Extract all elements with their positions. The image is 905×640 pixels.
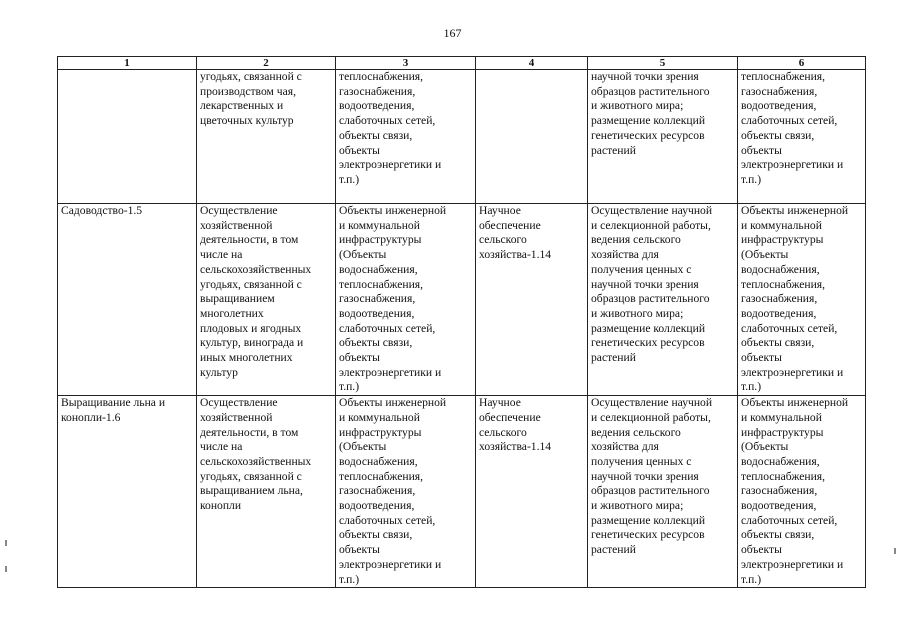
cell-land-use-type [58,204,197,396]
table-row [58,396,866,588]
table-row [58,70,866,204]
cell-text: Научное обеспечение сельского хозяйства-1.14 [479,396,552,454]
cell-auxiliary-use [738,204,866,396]
cell-permitted-use [336,70,476,204]
cell-text: Объекты инженерной и коммунальной инфраструктуры (Объекты водоснабжения, теплоснабжения, газоснабжения, водоотведения, слаботочных сетей, объекты связи, объекты электроэнергетики и т.п.) [339,396,447,586]
cell-text: Объекты инженерной и коммунальной инфраструктуры (Объекты водоснабжения, теплоснабжения, газоснабжения, водоотведения, слаботочных сетей, объекты связи, объекты электроэнергетики и т.п.) [741,396,849,586]
cell-auxiliary-use [738,70,866,204]
cell-description [197,70,336,204]
cell-text: Выращивание льна и конопли-1.6 [61,396,166,424]
column-header-2: 2 [197,57,336,70]
cell-text: угодьях, связанной с производством чая, лекарственных и цветочных культур [200,70,302,128]
header-row [58,57,866,70]
cell-text: Осуществление научной и селекционной работы, ведения сельского хозяйства для получения ценных с научной точки зрения образцов растительного и животного мира; размещение коллекций генетических ресурсов растений [591,204,713,365]
cell-conditional-description [588,204,738,396]
column-header-4: 4 [476,57,588,70]
cell-conditional-description [588,70,738,204]
cell-permitted-use [336,204,476,396]
cell-text: Осуществление научной и селекционной работы, ведения сельского хозяйства для получения ценных с научной точки зрения образцов растительного и животного мира; размещение коллекций генетических ресурсов растений [591,396,713,557]
cell-auxiliary-use [738,396,866,588]
cell-text: теплоснабжения, газоснабжения, водоотведения, слаботочных сетей, объекты связи, объекты электроэнергетики и т.п.) [339,70,442,186]
scan-margin-mark [894,548,896,554]
column-header-1: 1 [58,57,197,70]
cell-conditional-description [588,396,738,588]
cell-text: теплоснабжения, газоснабжения, водоотведения, слаботочных сетей, объекты связи, объекты электроэнергетики и т.п.) [741,70,844,186]
cell-land-use-type [58,396,197,588]
cell-text: Научное обеспечение сельского хозяйства-1.14 [479,204,552,262]
cell-text: Осуществление хозяйственной деятельности, в том числе на сельскохозяйственных угодьях, связанной с выращиванием многолетних плодовых и ягодных культур, винограда и иных многолетних культур [200,204,312,379]
column-header-6: 6 [738,57,866,70]
column-header-5: 5 [588,57,738,70]
cell-text: Осуществление хозяйственной деятельности, в том числе на сельскохозяйственных угодьях, связанной с выращиванием льна, конопли [200,396,312,513]
cell-description [197,204,336,396]
scan-margin-mark [5,540,7,546]
cell-text: Садоводство-1.5 [61,204,143,217]
cell-permitted-use [336,396,476,588]
table-row [58,204,866,396]
cell-description [197,396,336,588]
cell-text: Объекты инженерной и коммунальной инфраструктуры (Объекты водоснабжения, теплоснабжения, газоснабжения, водоотведения, слаботочных сетей, объекты связи, объекты электроэнергетики и т.п.) [339,204,447,394]
scan-margin-mark [5,566,7,572]
column-header-3: 3 [336,57,476,70]
page-number: 167 [443,26,462,40]
cell-conditional-use [476,204,588,396]
cell-land-use-type [58,70,197,204]
land-use-table [57,56,866,588]
cell-text: научной точки зрения образцов растительного и животного мира; размещение коллекций генетических ресурсов растений [591,70,710,157]
cell-conditional-use [476,70,588,204]
cell-conditional-use [476,396,588,588]
cell-text: Объекты инженерной и коммунальной инфраструктуры (Объекты водоснабжения, теплоснабжения, газоснабжения, водоотведения, слаботочных сетей, объекты связи, объекты электроэнергетики и т.п.) [741,204,849,394]
